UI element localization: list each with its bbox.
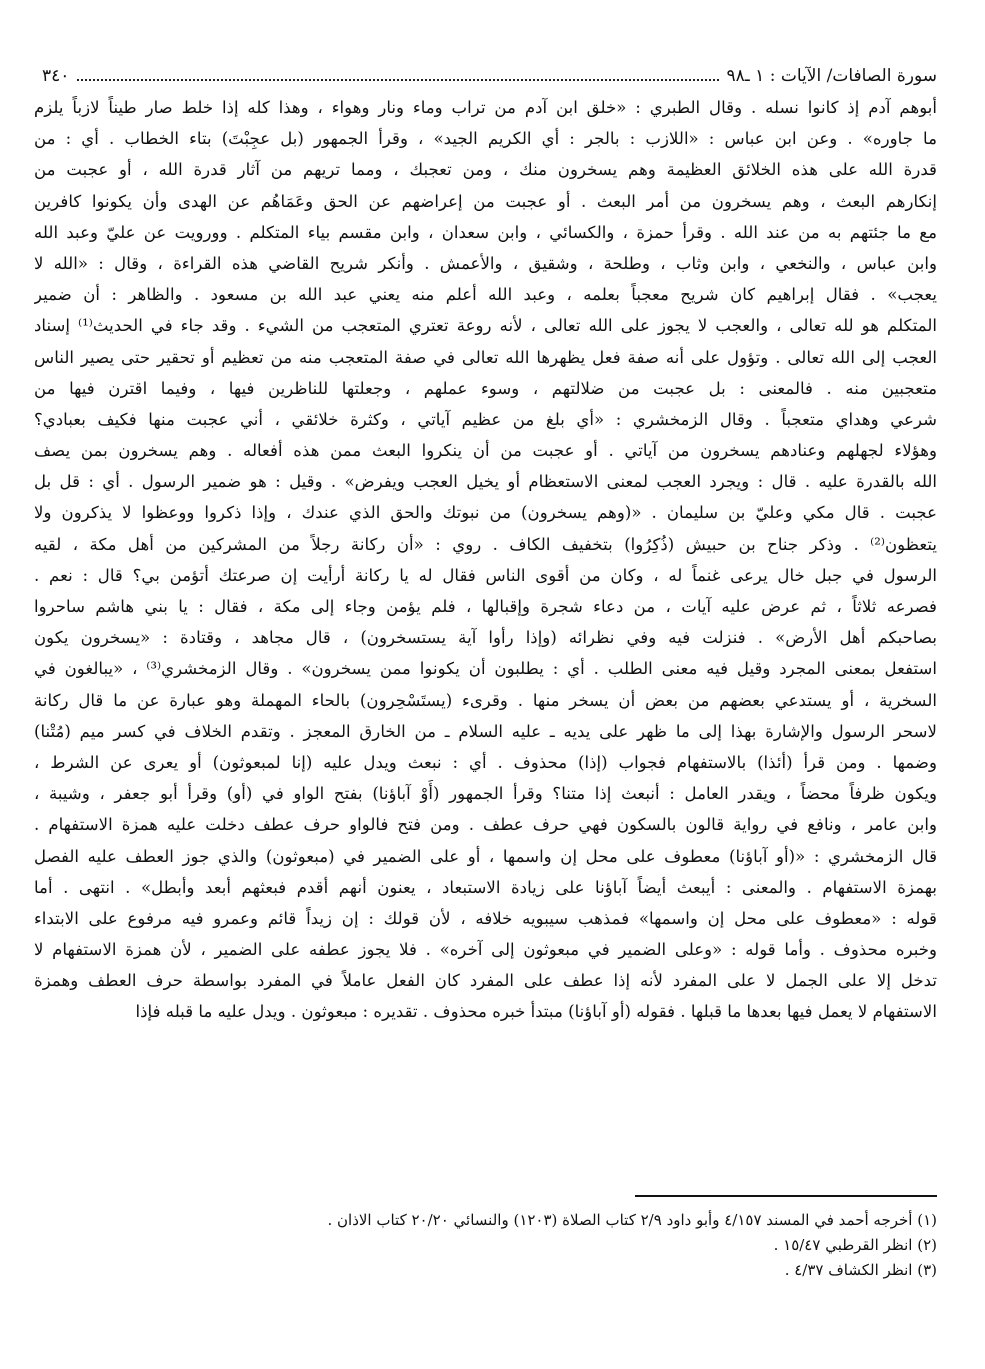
text-line: المتكلم هو لله تعالى ، والعجب لا يجوز على الله تعالى ، لأنه روعة تعتري المتعجب من الشيء . وقد جاء في الحديث⁽¹⁾ إسناد — [34, 316, 937, 336]
text-line: وخبره محذوف . وأما قوله : «وعلى الضمير في مبعوثون إلى آخره» . فلا يجوز عطفه على الضمير ، لأن همزة الاستفهام لا — [34, 940, 937, 960]
text-line: وابن عباس ، والنخعي ، وابن وثاب ، وطلحة ، وشقيق ، والأعمش . وأنكر شريح القاضي هذه القراءة ، وقال : «الله لا — [34, 253, 937, 273]
page-number: ٣٤٠ — [42, 66, 70, 86]
main-text — [34, 92, 937, 1028]
text-line: بهمزة الاستفهام . والمعنى : أيبعث أيضاً آباؤنا على زيادة الاستبعاد ، يعنون أنهم أقدم فبعثهم أبعد وأبطل» . انتهى . أما — [34, 877, 937, 897]
text-line: شرعي وهداي متعجباً . وقال الزمخشري : «أي بلغ من عظيم آياتي ، وكثرة خلائقي ، أني عجبت منها فكيف بعبادي؟ — [34, 409, 937, 429]
text-line: إنكارهم البعث ، وهم يسخرون من أمر البعث . أو عجبت من إعراضهم عن الحق وعَمَاهُم عن الهدى وأن يكونوا كافرين — [34, 191, 937, 211]
page-header — [34, 60, 937, 86]
footnote-1: (١) أخرجه أحمد في المسند ٤/١٥٧ وأبو داود ٢/٩ كتاب الصلاة (١٢٠٣) والنسائي ٢٠/٢٠ كتاب الاذان . — [327, 1211, 937, 1229]
text-line: وضمها . ومن قرأ (أئذا) بالاستفهام فجواب (إذا) محذوف . أي : نبعث ويدل عليه (إنا لمبعوثون) أو يعرى عن الشرط ، — [34, 752, 937, 772]
text-line: فصرعه ثلاثاً ، ثم عرض عليه آيات ، من دعاء شجرة وإقبالها ، فلم يؤمن وجاء إلى مكة ، فقال : يا بني هاشم ساحروا — [34, 597, 937, 616]
text-line: أبوهم آدم إذ كانوا نسله . وقال الطبري : «خلق ابن آدم من تراب وماء ونار وهواء ، وهذا كله إذا خلط صار طيناً لازباً يلزم — [34, 98, 937, 117]
text-line: ما جاوره» . وعن ابن عباس : «اللازب : بالجر : أي الكريم الجيد» ، وقرأ الجمهور (بل عجِبْتَ) بتاء الخطاب . أي : من — [34, 129, 937, 149]
text-line: الرسول في جبل خال يرعى غنماً له ، وكان من أقوى الناس فقال له يا ركانة أرأيت إن صرعتك أتؤمن بي؟ قال : نعم . — [34, 565, 937, 585]
text-line: يتعظون⁽²⁾ . وذكر جناح بن حبيش (ذُكِرُوا) بتخفيف الكاف . روي : «أن ركانة رجلاً من المشركين من أهل مكة ، لقيه — [34, 534, 937, 554]
text-line: يعجب» . فقال إبراهيم كان شريح معجباً بعلمه ، وعبد الله أعلم منه يعني عبد الله بن مسعود . والظاهر : أن ضمير — [34, 285, 937, 305]
text-line: عجبت . قال مكي وعليّ بن سليمان . «(وهم يسخرون) من نبوتك والحق الذي عندك ، وإذا ذكروا ووعظوا لا يذكرون ولا — [34, 503, 937, 523]
running-title: سورة الصافات/ الآيات : ١ ـ٩٨ — [726, 66, 937, 86]
header-dotted-leader — [77, 78, 718, 81]
text-line: وهؤلاء لجهلهم وعنادهم يسخرون من آياتي . أو عجبت من أن ينكروا البعث ممن هذه أفعاله . وهم يسخرون بمن يصف — [34, 441, 937, 461]
text-line: قال الزمخشري : «(أو آباؤنا) معطوف على محل إن واسمها ، أو على الضمير في (مبعوثون) والذي جوز العطف عليه الفصل — [34, 846, 937, 866]
text-line: تدخل إلا على الجمل لا على المفرد لأنه إذا عطف على المفرد كان الفعل عاملاً في المفرد بواسطة حرف العطف وهمزة — [34, 971, 937, 991]
text-line: العجب إلى الله تعالى . وتؤول على أنه صفة فعل يظهرها الله تعالى في صفة المتعجب منه من تعظيم أو تحقير حتى يصير الناس — [34, 347, 937, 367]
text-line: الله بالقدرة عليه . قال : ويجرد العجب لمعنى الاستعظام أو يخيل العجب ويفرض» . وقيل : هو ضمير الرسول . أي : قل بل — [34, 472, 937, 492]
text-line: وابن عامر ، ونافع في رواية قالون بالسكون فهي حرف عطف . ومن فتح فالواو حرف عطف دخلت عليه همزة الاستفهام . — [34, 815, 937, 835]
text-line: قوله : «معطوف على محل إن واسمها» فمذهب سيبويه خلافه ، لأن قولك : إن زيداً قائم وعمرو فيه مرفوع على الابتداء — [34, 908, 937, 928]
text-line: لاسحر الرسول والإشارة بهذا إلى ما ظهر على يديه ـ عليه السلام ـ من الخارق المعجز . وتقدم الخلاف في كسر ميم (مُتْنا) — [34, 721, 937, 741]
text-line: السخرية ، أو يستدعي بعضهم من بعض أن يسخر منها . وقرىء (يستَسْحِرون) بالحاء المهملة وهو عبارة عن ما قال ركانة — [34, 690, 937, 710]
footnote-3: (٣) انظر الكشاف ٤/٣٧ . — [784, 1261, 937, 1279]
text-line: الاستفهام لا يعمل فيها بعدها ما قبلها . فقوله (أو آباؤنا) مبتدأ خبره محذوف . تقديره : مبعوثون . ويدل عليه ما قبله فإذا — [135, 1002, 937, 1022]
text-line: مع ما جئتهم به من عند الله . وقرأ حمزة ، والكسائي ، وابن سعدان ، وابن مقسم بياء المتكلم . وورويت عن عليّ وعبد الله — [34, 222, 937, 242]
footnote-separator — [635, 1195, 937, 1197]
text-line: ويكون ظرفاً محضاً ، ويقدر العامل : أنبعث إذا متنا؟ وقرأ الجمهور (أَوْ آباؤنا) بفتح الواو في (أو) وقرأ أبو جعفر ، وشيبة ، — [34, 784, 937, 804]
footnotes — [34, 1208, 937, 1283]
text-line: متعجبين منه . فالمعنى : بل عجبت من ضلالتهم ، وسوء عملهم ، وجعلتها للناظرين فيها ، وفيما اقترن فيها من — [34, 378, 937, 398]
text-line: قدرة الله على هذه الخلائق العظيمة وهم يسخرون منك ، ومن تعجبك ، ومما تريهم من آثار قدرة الله ، أو عجبت من — [34, 160, 937, 180]
footnote-2: (٢) انظر القرطبي ١٥/٤٧ . — [773, 1236, 937, 1254]
text-line: بصاحبكم أهل الأرض» . فنزلت فيه وفي نظرائه (وإذا رأوا آية يستسخرون) ، قال مجاهد ، وقتادة : «يسخرون يكون — [34, 628, 937, 648]
text-line: استفعل بمعنى المجرد وقيل فيه معنى الطلب . أي : يطلبون أن يكونوا ممن يسخرون» . وقال الزمخشري⁽³⁾ ، «يبالغون في — [34, 659, 937, 679]
